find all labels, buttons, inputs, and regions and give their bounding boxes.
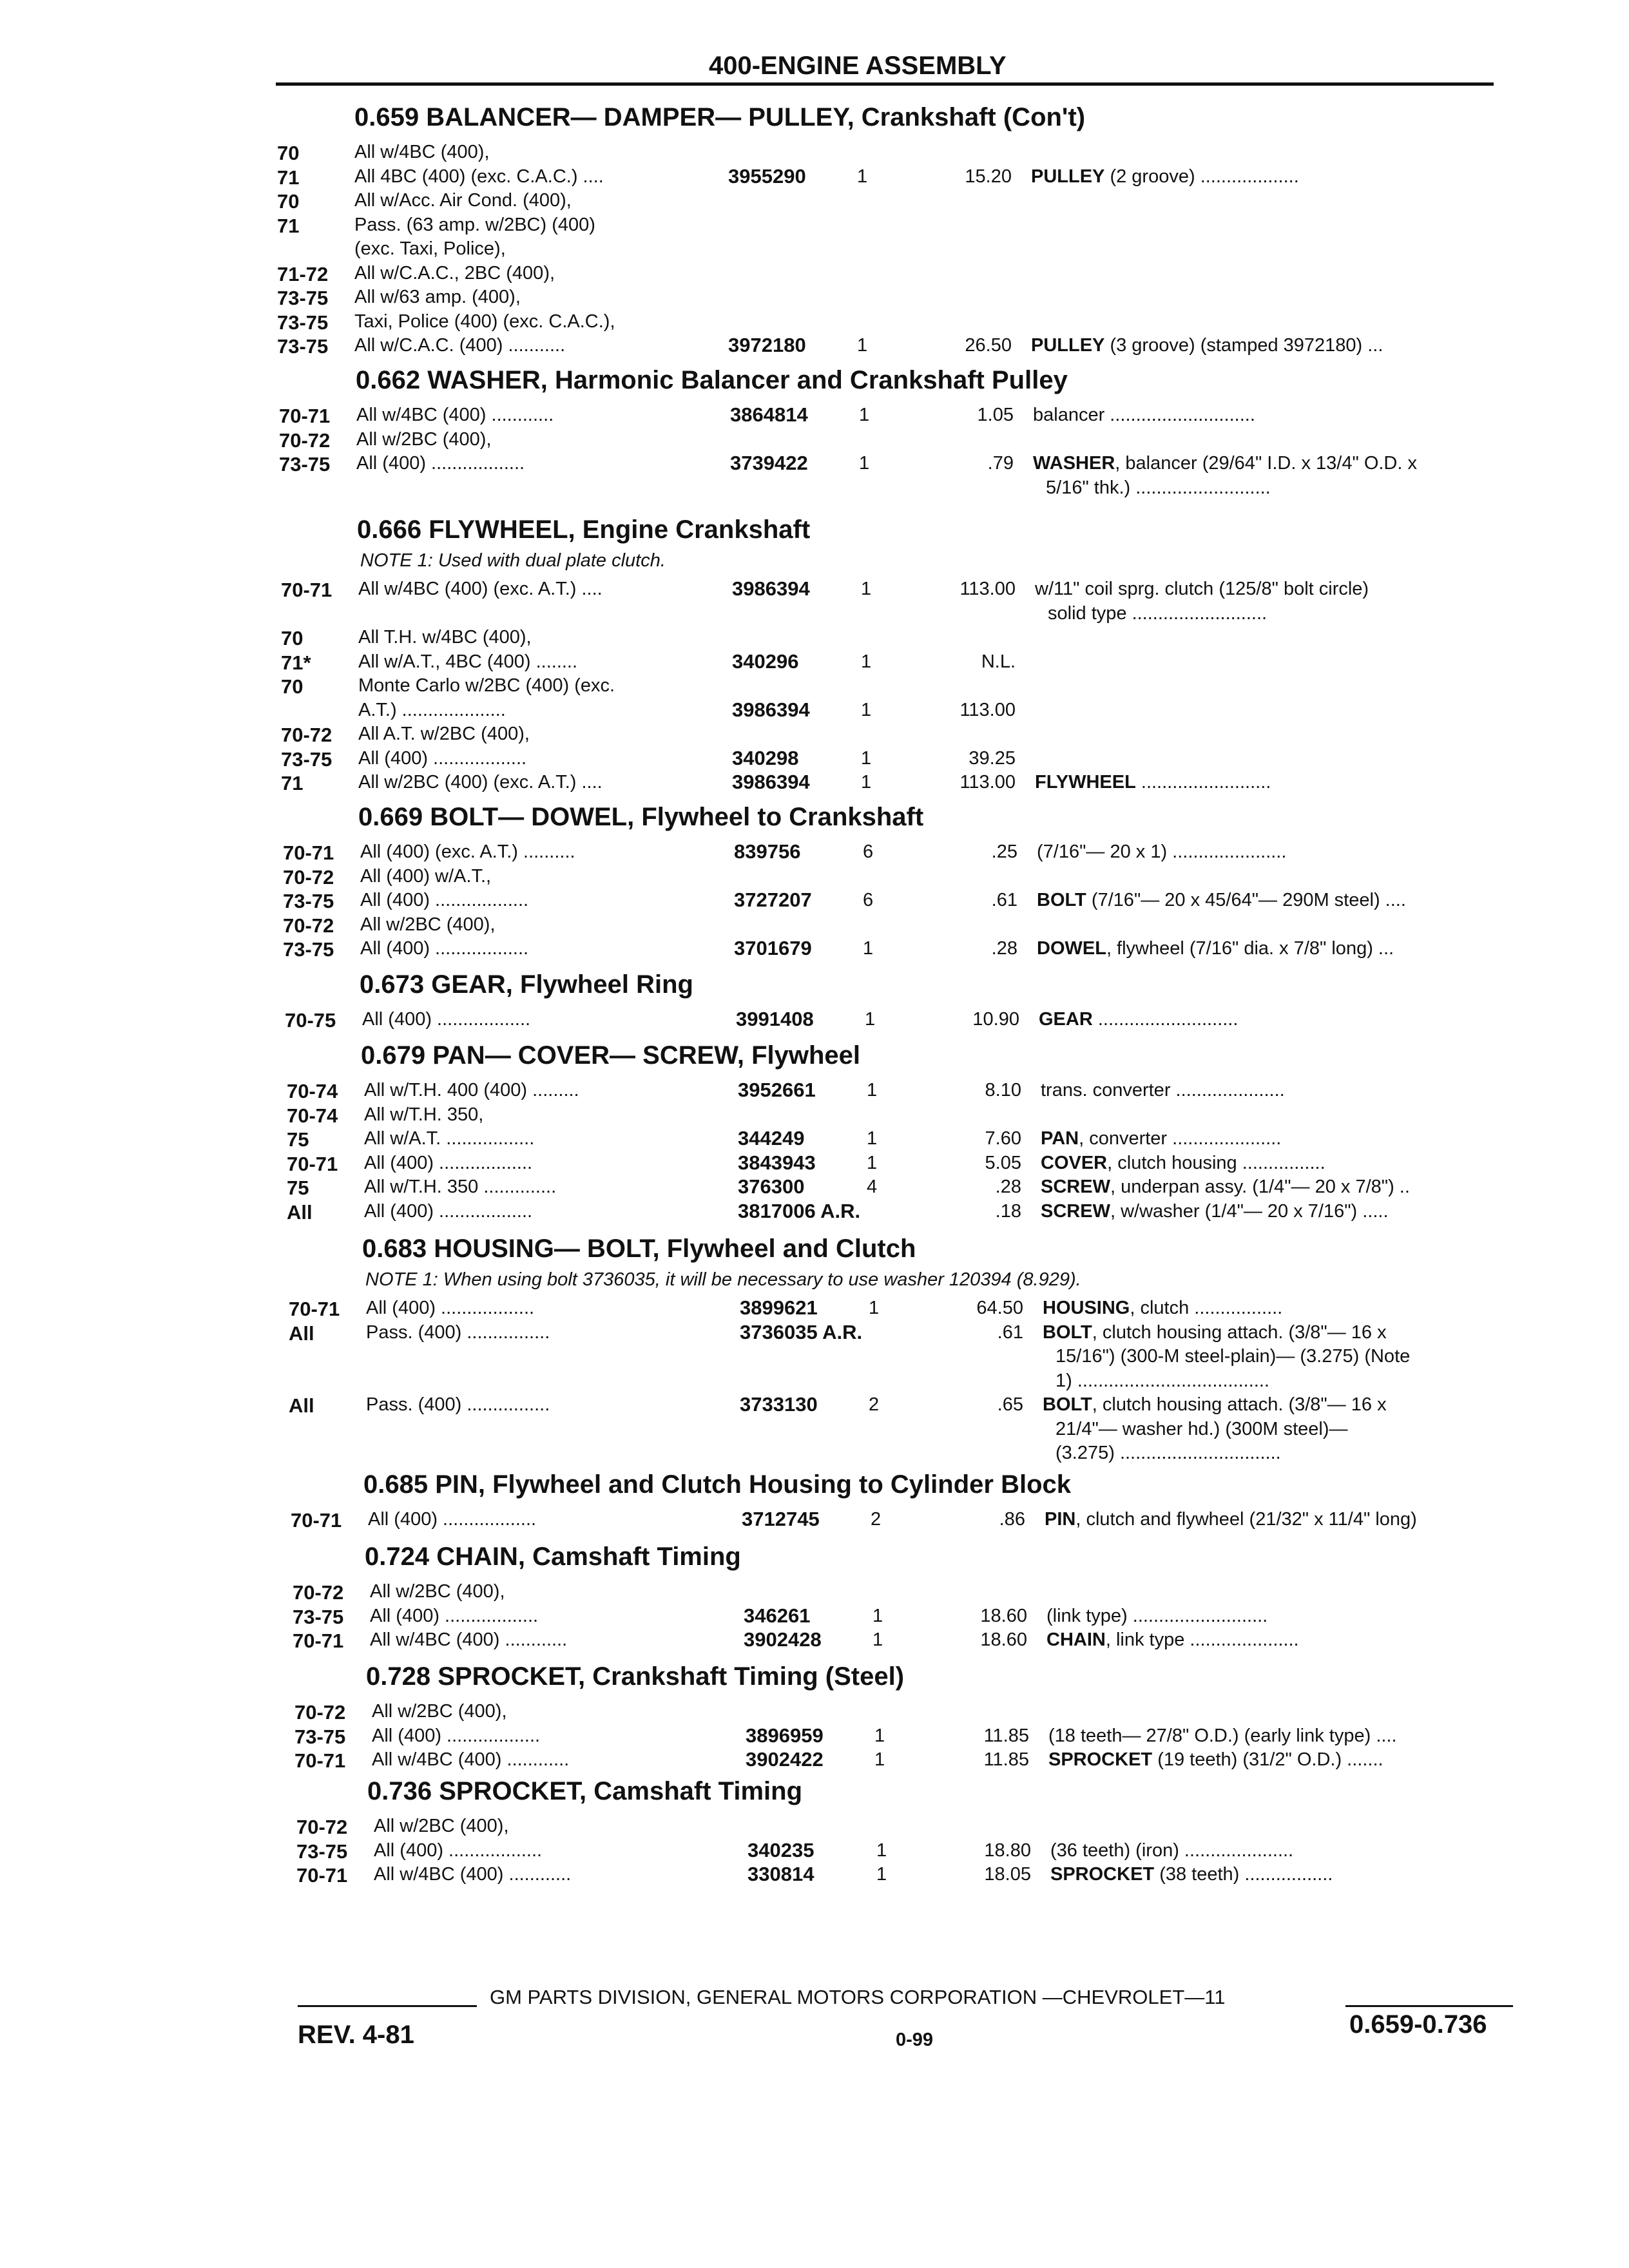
row-description-keyword: SPROCKET (1048, 1749, 1153, 1770)
row-quantity: 1 (867, 1128, 878, 1149)
row-description: w/11" coil sprg. clutch (125/8" bolt circle) (1035, 579, 1369, 599)
row-application: All T.H. w/4BC (400), (358, 627, 532, 648)
row-application: All w/A.T. ................. (364, 1128, 535, 1149)
row-years: 71* (281, 651, 311, 674)
row-description: CHAIN, link type ..................... (1046, 1629, 1299, 1650)
row-part-number: 3952661 (738, 1079, 816, 1101)
row-application: Pass. (400) ................ (366, 1321, 550, 1343)
row-description-keyword: PAN (1041, 1128, 1079, 1149)
row-application: All w/C.A.C., 2BC (400), (354, 262, 555, 284)
row-part-number: 340296 (732, 649, 799, 673)
row-part-number: 3843943 (738, 1151, 816, 1174)
row-price: 11.85 (983, 1725, 1029, 1746)
row-application: All (400) .................. (356, 453, 525, 474)
row-years: 70-71 (296, 1864, 348, 1887)
row-years: 70 (281, 627, 304, 649)
row-part-number: 3864814 (730, 403, 808, 426)
row-application: All w/2BC (400), (356, 428, 492, 450)
row-description-keyword: SPROCKET (1050, 1864, 1155, 1885)
row-description: 15/16") (300-M steel-plain)— (3.275) (Note (1055, 1346, 1411, 1367)
row-part-number: 3817006 A.R. (738, 1199, 861, 1222)
row-price: .86 (999, 1509, 1025, 1530)
row-quantity: 6 (863, 841, 874, 862)
row-application: All (400) .................. (372, 1725, 541, 1746)
row-application: All (400) .................. (360, 890, 529, 910)
row-application: All A.T. w/2BC (400), (358, 724, 530, 744)
row-price: .18 (995, 1200, 1021, 1222)
row-application: All (400) .................. (360, 938, 529, 959)
row-description-keyword: HOUSING (1043, 1298, 1130, 1318)
section-title: 0.662 WASHER, Harmonic Balancer and Crankshaft Pulley (356, 366, 1068, 394)
row-part-number: 3739422 (730, 452, 808, 474)
row-application: All w/2BC (400), (360, 914, 496, 935)
row-application: All w/4BC (400) ............ (372, 1749, 570, 1770)
row-part-number: 3733130 (740, 1393, 818, 1416)
row-years: 73-75 (277, 311, 329, 334)
row-price: 64.50 (976, 1298, 1023, 1318)
footer-page-number: 0-99 (896, 2030, 934, 2050)
row-quantity: 2 (871, 1509, 882, 1530)
row-price: 18.60 (980, 1605, 1027, 1626)
row-application: All (400) .................. (366, 1298, 535, 1318)
row-quantity: 1 (867, 1152, 878, 1173)
row-part-number: 3986394 (732, 771, 810, 793)
row-description-keyword: BOLT (1043, 1394, 1092, 1415)
footer-rule-left (298, 2005, 477, 2007)
row-description: WASHER, balancer (29/64" I.D. x 13/4" O.D. x (1033, 453, 1417, 474)
row-description: solid type .......................... (1048, 602, 1268, 624)
row-quantity: 1 (857, 335, 868, 356)
row-application: All w/4BC (400), (354, 142, 490, 162)
row-years: 75 (287, 1128, 309, 1151)
row-description: (link type) .......................... (1046, 1605, 1268, 1626)
row-years: 75 (287, 1177, 309, 1199)
row-application: All w/C.A.C. (400) ........... (354, 335, 566, 356)
row-part-number: 3712745 (742, 1508, 820, 1530)
row-years: 73-75 (293, 1605, 344, 1628)
row-quantity: 1 (863, 938, 874, 959)
row-description: HOUSING, clutch ................. (1043, 1298, 1283, 1318)
row-application: Monte Carlo w/2BC (400) (exc. (358, 675, 615, 696)
row-quantity: 1 (874, 1725, 885, 1746)
row-years: 70-71 (291, 1509, 342, 1532)
row-years: 70-74 (287, 1104, 338, 1127)
row-years: 71-72 (277, 262, 329, 285)
row-price: 7.60 (985, 1128, 1021, 1149)
row-years: All (289, 1394, 314, 1417)
row-application: All w/T.H. 400 (400) ......... (364, 1080, 579, 1100)
row-quantity: 1 (876, 1864, 887, 1885)
section-title: 0.685 PIN, Flywheel and Clutch Housing to Cylinder Block (363, 1470, 1071, 1499)
section-title: 0.659 BALANCER— DAMPER— PULLEY, Crankshaft (Con't) (354, 103, 1086, 131)
row-description-keyword: WASHER (1033, 453, 1115, 474)
row-price: 11.85 (983, 1749, 1029, 1770)
row-quantity: 1 (861, 579, 872, 599)
row-part-number: 3986394 (732, 698, 810, 721)
row-part-number: 346261 (744, 1604, 811, 1627)
row-quantity: 1 (867, 1080, 878, 1100)
row-application: All w/2BC (400), (372, 1701, 507, 1722)
row-application: Taxi, Police (400) (exc. C.A.C.), (354, 311, 615, 332)
row-price: 15.20 (965, 166, 1012, 187)
section-title: 0.683 HOUSING— BOLT, Flywheel and Clutch (362, 1235, 916, 1263)
row-description: SPROCKET (19 teeth) (31/2" O.D.) ....... (1048, 1749, 1383, 1770)
row-description: 5/16" thk.) .......................... (1046, 477, 1271, 498)
row-quantity: 1 (869, 1298, 880, 1318)
row-quantity: 1 (861, 772, 872, 793)
row-years: 70-72 (296, 1816, 348, 1838)
row-price: .61 (991, 890, 1017, 910)
row-price: .61 (997, 1321, 1023, 1343)
row-description-keyword: COVER (1041, 1152, 1108, 1173)
row-price: 10.90 (972, 1009, 1019, 1030)
row-quantity: 1 (859, 453, 870, 474)
footer-publisher: GM PARTS DIVISION, GENERAL MOTORS CORPORATION —CHEVROLET—11 (490, 1986, 1226, 2008)
row-part-number: 3896959 (746, 1724, 824, 1747)
footer-rule-right (1345, 2005, 1513, 2007)
row-application: All w/4BC (400) (exc. A.T.) .... (358, 579, 602, 599)
row-quantity: 4 (867, 1177, 878, 1197)
section-note: NOTE 1: When using bolt 3736035, it will be necessary to use washer 120394 (8.929). (365, 1269, 1081, 1290)
row-years: 73-75 (283, 890, 334, 912)
row-price: 113.00 (959, 579, 1016, 599)
row-description: SPROCKET (38 teeth) ................. (1050, 1864, 1333, 1885)
row-years: All (287, 1200, 313, 1224)
row-years: 71 (281, 772, 304, 794)
row-description: 21/4"— washer hd.) (300M steel)— (1055, 1418, 1348, 1439)
row-description-keyword: PULLEY (1031, 166, 1105, 187)
section-title: 0.673 GEAR, Flywheel Ring (360, 970, 693, 999)
row-description-keyword: CHAIN (1046, 1629, 1106, 1650)
row-quantity: 1 (872, 1629, 883, 1650)
row-description: PAN, converter ..................... (1041, 1128, 1282, 1149)
row-description-keyword: BOLT (1037, 890, 1086, 910)
section-title: 0.679 PAN— COVER— SCREW, Flywheel (361, 1041, 861, 1070)
row-part-number: 340235 (747, 1838, 815, 1861)
row-quantity: 1 (876, 1840, 887, 1861)
row-application: All (400) .................. (358, 747, 527, 769)
row-application: All w/2BC (400), (370, 1581, 505, 1602)
row-price: 8.10 (985, 1080, 1021, 1100)
row-years: 71 (277, 166, 300, 189)
section-title: 0.666 FLYWHEEL, Engine Crankshaft (357, 515, 811, 544)
row-application: All (400) (exc. A.T.) .......... (360, 841, 575, 862)
row-years: 73-75 (294, 1725, 346, 1748)
row-years: 70-74 (287, 1080, 338, 1102)
row-part-number: 344249 (738, 1127, 805, 1149)
row-part-number: 3902422 (746, 1748, 824, 1771)
page-header-title: 400-ENGINE ASSEMBLY (709, 52, 1007, 80)
row-description: SCREW, w/washer (1/4"— 20 x 7/16") ..... (1041, 1200, 1389, 1222)
row-years: 70 (277, 142, 300, 164)
row-part-number: 3727207 (734, 889, 812, 911)
row-years: 73-75 (277, 287, 329, 309)
section-title: 0.736 SPROCKET, Camshaft Timing (367, 1777, 802, 1805)
row-description-keyword: FLYWHEEL (1035, 772, 1136, 793)
row-application: All w/Acc. Air Cond. (400), (354, 190, 572, 211)
row-price: 113.00 (959, 699, 1016, 720)
row-quantity: 1 (861, 651, 872, 672)
row-quantity: 1 (861, 699, 872, 720)
row-quantity: 1 (865, 1009, 876, 1030)
row-description: BOLT, clutch housing attach. (3/8"— 16 x (1043, 1394, 1387, 1415)
row-price: .65 (997, 1394, 1023, 1415)
row-part-number: 376300 (738, 1175, 805, 1198)
row-application: All w/63 amp. (400), (354, 287, 521, 307)
row-years: 73-75 (283, 938, 334, 961)
row-application: All w/T.H. 350, (364, 1104, 484, 1125)
row-application: All (400) .................. (364, 1152, 533, 1173)
row-application: All (400) .................. (362, 1009, 531, 1030)
row-description-keyword: SCREW (1041, 1200, 1110, 1222)
row-price: .28 (995, 1177, 1021, 1197)
row-application: All (400) .................. (364, 1200, 533, 1222)
row-description: (18 teeth— 27/8" O.D.) (early link type) .... (1048, 1725, 1397, 1746)
row-years: 70-72 (294, 1701, 346, 1724)
section-title: 0.728 SPROCKET, Crankshaft Timing (Steel) (366, 1662, 905, 1691)
row-application: All (400) .................. (370, 1605, 539, 1626)
section-title: 0.724 CHAIN, Camshaft Timing (365, 1542, 741, 1571)
row-price: 1.05 (977, 405, 1014, 425)
row-description: PULLEY (2 groove) ................... (1031, 166, 1299, 187)
row-application: All 4BC (400) (exc. C.A.C.) .... (354, 166, 604, 187)
row-years: 73-75 (279, 453, 331, 476)
row-application: Pass. (63 amp. w/2BC) (400) (354, 214, 595, 235)
row-part-number: 3736035 A.R. (740, 1320, 863, 1343)
row-years: 70-71 (279, 405, 331, 427)
row-application: All w/4BC (400) ............ (374, 1864, 572, 1885)
section-title: 0.669 BOLT— DOWEL, Flywheel to Crankshaft (358, 803, 924, 831)
row-application: All w/4BC (400) ............ (356, 405, 554, 425)
row-description-keyword: PULLEY (1031, 335, 1105, 356)
row-application: All w/2BC (400) (exc. A.T.) .... (358, 772, 602, 793)
row-price: .79 (987, 453, 1014, 474)
row-description: PIN, clutch and flywheel (21/32" x 11/4" long) (1045, 1509, 1417, 1530)
row-description-keyword: PIN (1045, 1509, 1076, 1530)
row-description: DOWEL, flywheel (7/16" dia. x 7/8" long) ... (1037, 938, 1394, 959)
row-quantity: 1 (857, 166, 868, 187)
row-application: All w/T.H. 350 .............. (364, 1177, 557, 1197)
row-description-keyword: BOLT (1043, 1321, 1092, 1343)
row-quantity: 1 (872, 1605, 883, 1626)
row-price: N.L. (981, 651, 1016, 672)
row-description-keyword: SCREW (1041, 1177, 1110, 1197)
row-price: 18.60 (980, 1629, 1027, 1650)
row-application: All w/4BC (400) ............ (370, 1629, 568, 1650)
row-description: BOLT, clutch housing attach. (3/8"— 16 x (1043, 1321, 1387, 1343)
row-part-number: 3991408 (736, 1008, 814, 1030)
row-description: GEAR ........................... (1039, 1009, 1239, 1030)
row-price: 18.80 (984, 1840, 1031, 1861)
row-years: 73-75 (296, 1840, 348, 1863)
row-description: balancer ............................ (1033, 405, 1255, 425)
row-description: (36 teeth) (iron) ..................... (1050, 1840, 1294, 1861)
row-description: (7/16"— 20 x 1) ...................... (1037, 841, 1287, 862)
row-part-number: 3972180 (728, 334, 806, 356)
row-part-number: 330814 (747, 1863, 815, 1885)
row-years: 70-71 (281, 579, 333, 601)
row-description: BOLT (7/16"— 20 x 45/64"— 290M steel) .... (1037, 890, 1406, 910)
row-description: FLYWHEEL ......................... (1035, 772, 1271, 793)
row-part-number: 839756 (734, 840, 801, 863)
row-part-number: 3902428 (744, 1628, 822, 1651)
footer-revision: REV. 4-81 (298, 2021, 414, 2049)
row-description: SCREW, underpan assy. (1/4"— 20 x 7/8") .. (1041, 1177, 1410, 1197)
row-years: 70-72 (281, 724, 333, 746)
row-years: 70-71 (293, 1629, 344, 1652)
row-years: 73-75 (281, 747, 333, 771)
row-years: 70-72 (283, 914, 334, 937)
row-description: PULLEY (3 groove) (stamped 3972180) ... (1031, 335, 1383, 356)
row-quantity: 1 (861, 747, 872, 769)
row-part-number: 3955290 (728, 164, 806, 187)
row-part-number: 340298 (732, 746, 799, 769)
row-price: 26.50 (965, 335, 1012, 356)
row-quantity: 1 (874, 1749, 885, 1770)
row-years: 70-71 (289, 1298, 340, 1320)
row-price: .25 (991, 841, 1017, 862)
row-years: 70-72 (293, 1581, 344, 1604)
row-years: 70 (281, 675, 304, 698)
row-application: (exc. Taxi, Police), (354, 238, 506, 259)
row-description: trans. converter ..................... (1041, 1080, 1285, 1100)
row-quantity: 1 (859, 405, 870, 425)
row-part-number: 3986394 (732, 577, 810, 600)
row-years: 70-71 (283, 841, 334, 864)
row-years: 70-75 (285, 1009, 336, 1032)
row-quantity: 2 (869, 1394, 880, 1415)
row-years: 70-71 (287, 1152, 338, 1175)
row-application: Pass. (400) ................ (366, 1394, 550, 1415)
footer-range: 0.659-0.736 (1349, 2010, 1487, 2039)
row-years: 70 (277, 190, 300, 213)
row-years: 70-71 (294, 1749, 346, 1772)
row-application: All (400) w/A.T., (360, 865, 492, 887)
row-price: 18.05 (984, 1864, 1031, 1885)
row-description: 1) ..................................... (1055, 1370, 1269, 1391)
row-years: 71 (277, 214, 300, 237)
row-description-keyword: GEAR (1039, 1009, 1093, 1030)
row-price: .28 (991, 938, 1017, 959)
row-application: All (400) .................. (368, 1509, 537, 1530)
row-part-number: 3899621 (740, 1296, 818, 1319)
row-years: 70-72 (283, 865, 334, 889)
row-years: 70-72 (279, 428, 331, 452)
row-years: All (289, 1321, 314, 1345)
row-description: COVER, clutch housing ................ (1041, 1152, 1325, 1173)
row-part-number: 3701679 (734, 937, 812, 959)
row-application: All w/A.T., 4BC (400) ........ (358, 651, 578, 672)
row-price: 5.05 (985, 1152, 1021, 1173)
header-rule (276, 82, 1494, 86)
section-note: NOTE 1: Used with dual plate clutch. (360, 550, 666, 571)
row-application: A.T.) .................... (358, 699, 506, 720)
row-price: 113.00 (959, 772, 1016, 793)
row-application: All (400) .................. (374, 1840, 543, 1861)
row-description-keyword: DOWEL (1037, 938, 1106, 959)
row-application: All w/2BC (400), (374, 1816, 509, 1836)
row-description: (3.275) ............................... (1055, 1443, 1281, 1463)
row-quantity: 6 (863, 890, 874, 910)
row-years: 73-75 (277, 335, 329, 358)
row-price: 39.25 (969, 747, 1016, 769)
